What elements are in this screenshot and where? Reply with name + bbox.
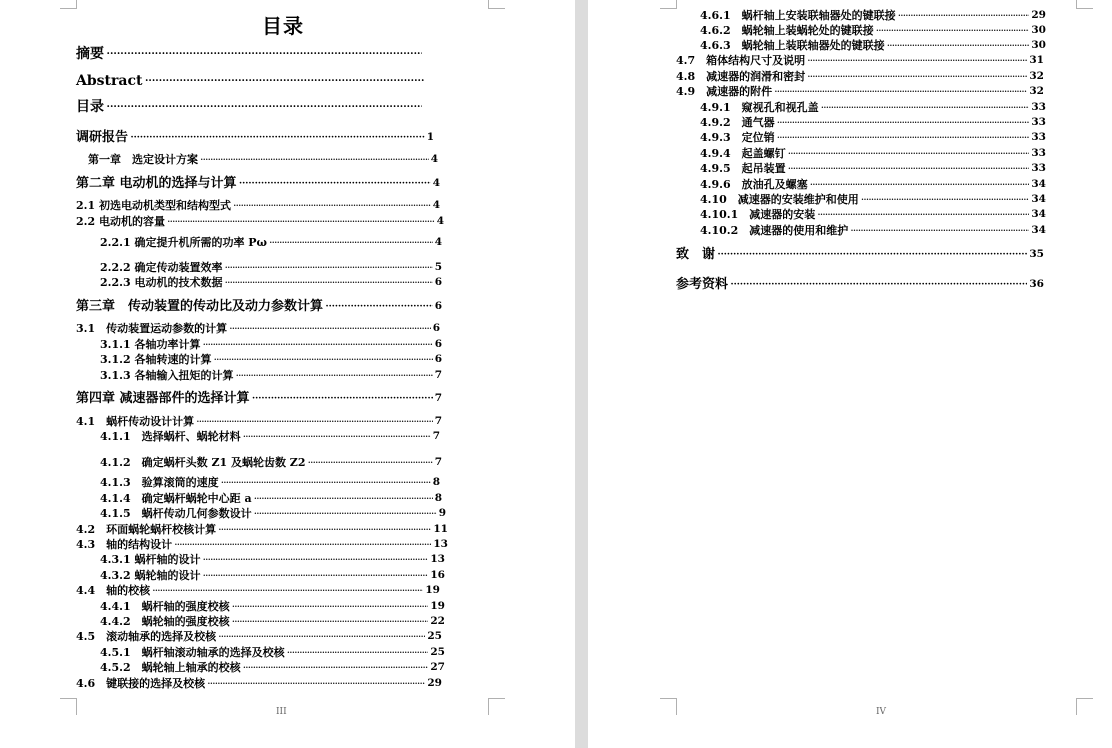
toc-entry-title: 4.9 减速器的附件 bbox=[676, 85, 773, 98]
toc-dot-leader bbox=[202, 569, 428, 582]
toc-dot-leader bbox=[817, 208, 1029, 221]
toc-entry-title: 4.9.6 放油孔及螺塞 bbox=[700, 178, 808, 191]
toc-entry[interactable] bbox=[88, 153, 438, 166]
toc-dot-leader bbox=[898, 9, 1030, 22]
page-gutter bbox=[575, 0, 588, 748]
toc-dot-leader bbox=[810, 178, 1030, 191]
toc-entry[interactable] bbox=[700, 147, 1046, 160]
toc-entry-page-number: 13 bbox=[430, 553, 445, 565]
toc-dot-leader bbox=[269, 236, 433, 249]
toc-dot-leader bbox=[254, 507, 437, 520]
toc-entry[interactable] bbox=[676, 277, 1044, 292]
toc-dot-leader bbox=[325, 299, 433, 314]
toc-entry-title: 目录 bbox=[76, 99, 104, 115]
crop-mark bbox=[1076, 698, 1093, 715]
toc-entry[interactable] bbox=[700, 178, 1046, 191]
toc-entry[interactable] bbox=[76, 630, 442, 643]
toc-entry-title: 第二章 电动机的选择与计算 bbox=[76, 176, 237, 191]
toc-entry[interactable] bbox=[100, 369, 442, 382]
toc-entry[interactable] bbox=[76, 584, 440, 597]
toc-entry[interactable] bbox=[76, 215, 444, 228]
toc-dot-leader bbox=[152, 584, 423, 597]
toc-dot-leader bbox=[106, 46, 422, 62]
toc-entry-page-number: 36 bbox=[1029, 278, 1044, 290]
toc-dot-leader bbox=[243, 661, 429, 674]
toc-entry-page-number: 4 bbox=[430, 153, 438, 165]
toc-entry-page-number: 11 bbox=[433, 523, 448, 535]
toc-entry-title: 4.5 滚动轴承的选择及校核 bbox=[76, 630, 217, 643]
toc-entry-page-number: 4 bbox=[432, 177, 440, 189]
toc-entry-title: 4.4.2 蜗轮轴的强度校核 bbox=[100, 615, 230, 628]
toc-entry[interactable] bbox=[100, 600, 445, 613]
toc-entry-page-number: 29 bbox=[1031, 9, 1046, 21]
toc-entry-page-number: 33 bbox=[1031, 101, 1046, 113]
toc-entry-page-number: 6 bbox=[434, 300, 442, 312]
toc-dot-leader bbox=[235, 369, 432, 382]
toc-entry-title: 4.10.2 减速器的使用和维护 bbox=[700, 224, 849, 237]
toc-entry[interactable] bbox=[676, 247, 1044, 262]
toc-entry-page-number: 8 bbox=[432, 476, 440, 488]
toc-dot-leader bbox=[224, 276, 432, 289]
toc-entry[interactable] bbox=[100, 456, 442, 469]
toc-entry-page-number: 34 bbox=[1031, 208, 1046, 220]
toc-dot-leader bbox=[821, 101, 1030, 114]
toc-entry-page-number: 6 bbox=[434, 276, 442, 288]
toc-entry-page-number: 33 bbox=[1031, 147, 1046, 159]
toc-entry-title: 4.5.1 蜗杆轴滚动轴承的选择及校核 bbox=[100, 646, 285, 659]
toc-dot-leader bbox=[777, 131, 1030, 144]
toc-entry-title: 4.5.2 蜗轮轴上轴承的校核 bbox=[100, 661, 241, 674]
toc-dot-leader bbox=[233, 199, 431, 212]
toc-entry-page-number: 8 bbox=[434, 492, 442, 504]
toc-entry[interactable] bbox=[100, 276, 442, 289]
toc-entry[interactable] bbox=[76, 391, 442, 406]
toc-entry-page-number: 29 bbox=[427, 677, 442, 689]
crop-mark bbox=[60, 0, 77, 9]
toc-entry-title: 4.3 轴的结构设计 bbox=[76, 538, 173, 551]
toc-entry-page-number: 25 bbox=[427, 630, 442, 642]
toc-entry-title: 致 谢 bbox=[676, 247, 716, 262]
toc-dot-leader bbox=[850, 224, 1029, 237]
toc-entry[interactable] bbox=[76, 46, 424, 62]
toc-entry-title: 2.1 初选电动机类型和结构型式 bbox=[76, 199, 231, 212]
toc-entry-title: 3.1.1 各轴功率计算 bbox=[100, 338, 201, 351]
toc-entry[interactable] bbox=[100, 236, 442, 249]
toc-entry[interactable] bbox=[100, 553, 445, 566]
toc-dot-leader bbox=[229, 322, 431, 335]
toc-entry[interactable] bbox=[700, 24, 1046, 37]
toc-entry[interactable] bbox=[100, 430, 440, 443]
toc-entry-page-number: 6 bbox=[434, 338, 442, 350]
toc-entry-page-number: 34 bbox=[1031, 224, 1046, 236]
toc-entry-title: 第一章 选定设计方案 bbox=[88, 153, 198, 166]
document-page-right bbox=[588, 0, 1112, 748]
toc-dot-leader bbox=[252, 391, 433, 406]
toc-entry[interactable] bbox=[100, 492, 442, 505]
toc-entry-page-number: 7 bbox=[434, 456, 442, 468]
toc-entry-page-number: 30 bbox=[1031, 39, 1046, 51]
toc-entry[interactable] bbox=[700, 9, 1046, 22]
toc-dot-leader bbox=[202, 553, 428, 566]
toc-entry-title: 4.1.2 确定蜗杆头数 Z1 及蜗轮齿数 Z2 bbox=[100, 456, 306, 469]
toc-entry-page-number: 34 bbox=[1031, 193, 1046, 205]
toc-entry[interactable] bbox=[700, 193, 1046, 206]
toc-entry-page-number: 13 bbox=[433, 538, 448, 550]
toc-entry-title: 摘要 bbox=[76, 46, 104, 62]
toc-entry[interactable] bbox=[700, 116, 1046, 129]
toc-entry[interactable] bbox=[100, 353, 442, 366]
toc-entry[interactable] bbox=[100, 661, 445, 674]
toc-entry-title: 第四章 减速器部件的选择计算 bbox=[76, 391, 250, 406]
toc-entry-title: 4.8 减速器的润滑和密封 bbox=[676, 70, 806, 83]
toc-dot-leader bbox=[307, 456, 432, 469]
toc-entry-page-number: 7 bbox=[434, 369, 442, 381]
toc-entry[interactable] bbox=[700, 162, 1046, 175]
toc-dot-leader bbox=[861, 193, 1030, 206]
toc-entry[interactable] bbox=[700, 101, 1046, 114]
toc-entry[interactable] bbox=[76, 73, 426, 89]
toc-entry[interactable] bbox=[76, 677, 442, 690]
toc-entry-title: 3.1.3 各轴输入扭矩的计算 bbox=[100, 369, 234, 382]
toc-entry-title: 2.2.2 确定传动装置效率 bbox=[100, 261, 223, 274]
toc-entry-page-number: 22 bbox=[430, 615, 445, 627]
toc-dot-leader bbox=[232, 600, 429, 613]
toc-entry-page-number: 33 bbox=[1031, 162, 1046, 174]
toc-entry[interactable] bbox=[76, 523, 448, 536]
toc-dot-leader bbox=[224, 261, 432, 274]
toc-entry[interactable] bbox=[100, 646, 445, 659]
toc-entry-page-number: 1 bbox=[426, 131, 434, 143]
toc-entry[interactable] bbox=[100, 615, 445, 628]
toc-entry-page-number: 19 bbox=[430, 600, 445, 612]
toc-dot-leader bbox=[221, 476, 431, 489]
toc-entry[interactable] bbox=[100, 507, 446, 520]
toc-entry-title: 4.4 轴的校核 bbox=[76, 584, 151, 597]
toc-entry-title: 4.6.3 蜗轮轴上装联轴器处的键联接 bbox=[700, 39, 885, 52]
toc-entry-title: 4.3.2 蜗轮轴的设计 bbox=[100, 569, 201, 582]
toc-entry-title: 4.10.1 减速器的安装 bbox=[700, 208, 816, 221]
toc-entry-page-number: 16 bbox=[430, 569, 445, 581]
toc-entry[interactable] bbox=[76, 130, 434, 145]
toc-dot-leader bbox=[788, 162, 1030, 175]
toc-entry-title: 第三章 传动装置的传动比及动力参数计算 bbox=[76, 299, 324, 314]
toc-entry-title: 4.3.1 蜗杆轴的设计 bbox=[100, 553, 201, 566]
toc-entry-page-number: 34 bbox=[1031, 178, 1046, 190]
toc-dot-leader bbox=[807, 54, 1027, 67]
toc-dot-leader bbox=[130, 130, 425, 145]
toc-entry[interactable] bbox=[76, 322, 440, 335]
toc-entry[interactable] bbox=[700, 208, 1046, 221]
toc-entry-title: 3.1.2 各轴转速的计算 bbox=[100, 353, 212, 366]
toc-entry-title: 4.6 键联接的选择及校核 bbox=[76, 677, 206, 690]
toc-entry-title: 3.1 传动装置运动参数的计算 bbox=[76, 322, 228, 335]
toc-entry-title: 参考资料 bbox=[676, 277, 729, 292]
toc-entry-page-number: 7 bbox=[432, 430, 440, 442]
crop-mark bbox=[488, 698, 505, 715]
toc-entry-title: 2.2.3 电动机的技术数据 bbox=[100, 276, 223, 289]
toc-entry[interactable] bbox=[76, 299, 442, 314]
toc-entry-page-number: 27 bbox=[430, 661, 445, 673]
toc-entry-title: 4.6.2 蜗轮轴上装蜗轮处的键联接 bbox=[700, 24, 874, 37]
toc-entry[interactable] bbox=[76, 415, 442, 428]
toc-entry[interactable] bbox=[76, 538, 448, 551]
toc-entry[interactable] bbox=[700, 224, 1046, 237]
toc-entry-title: 4.9.3 定位销 bbox=[700, 131, 775, 144]
toc-entry-page-number: 5 bbox=[434, 261, 442, 273]
toc-entry-title: Abstract bbox=[76, 73, 143, 89]
toc-dot-leader bbox=[167, 215, 435, 228]
toc-entry-title: 4.6.1 蜗杆轴上安装联轴器处的键联接 bbox=[700, 9, 896, 22]
toc-dot-leader bbox=[202, 338, 432, 351]
toc-entry-page-number: 9 bbox=[438, 507, 446, 519]
toc-entry-page-number: 32 bbox=[1029, 70, 1044, 82]
toc-entry-title: 4.7 箱体结构尺寸及说明 bbox=[676, 54, 806, 67]
toc-entry[interactable] bbox=[100, 261, 442, 274]
toc-entry-title: 4.1.4 确定蜗杆蜗轮中心距 a bbox=[100, 492, 252, 505]
toc-dot-leader bbox=[807, 70, 1027, 83]
toc-entry-title: 2.2 电动机的容量 bbox=[76, 215, 165, 228]
toc-entry-title: 4.4.1 蜗杆轴的强度校核 bbox=[100, 600, 230, 613]
toc-entry-title: 4.1.1 选择蜗杆、蜗轮材料 bbox=[100, 430, 241, 443]
toc-entry-page-number: 6 bbox=[434, 353, 442, 365]
toc-entry[interactable] bbox=[76, 199, 440, 212]
toc-dot-leader bbox=[876, 24, 1030, 37]
toc-entry-title: 4.1 蜗杆传动设计计算 bbox=[76, 415, 195, 428]
toc-entry[interactable] bbox=[100, 569, 445, 582]
toc-dot-leader bbox=[777, 116, 1030, 129]
toc-dot-leader bbox=[174, 538, 431, 551]
toc-entry-page-number: 7 bbox=[434, 392, 442, 404]
toc-dot-leader bbox=[254, 492, 433, 505]
toc-entry-page-number: 4 bbox=[436, 215, 444, 227]
toc-entry[interactable] bbox=[100, 338, 442, 351]
toc-entry-title: 4.2 环面蜗轮蜗杆校核计算 bbox=[76, 523, 217, 536]
toc-dot-leader bbox=[200, 153, 429, 166]
crop-mark bbox=[1076, 0, 1093, 9]
toc-entry-title: 调研报告 bbox=[76, 130, 129, 145]
toc-entry[interactable] bbox=[100, 476, 440, 489]
toc-entry-page-number: 32 bbox=[1029, 85, 1044, 97]
toc-entry-page-number: 33 bbox=[1031, 131, 1046, 143]
toc-entry[interactable] bbox=[700, 131, 1046, 144]
page-number-footer: III bbox=[276, 707, 287, 717]
toc-dot-leader bbox=[887, 39, 1030, 52]
toc-dot-leader bbox=[239, 176, 431, 191]
toc-dot-leader bbox=[196, 415, 433, 428]
toc-entry-page-number: 31 bbox=[1029, 54, 1044, 66]
toc-entry-title: 4.9.4 起盖螺钉 bbox=[700, 147, 786, 160]
page-number-footer: IV bbox=[876, 707, 887, 717]
toc-entry-page-number: 4 bbox=[432, 199, 440, 211]
toc-dot-leader bbox=[213, 353, 432, 366]
toc-entry-page-number: 30 bbox=[1031, 24, 1046, 36]
toc-entry-page-number: 19 bbox=[425, 584, 440, 596]
toc-dot-leader bbox=[243, 430, 431, 443]
toc-entry[interactable] bbox=[676, 85, 1044, 98]
toc-entry-title: 4.1.3 验算滚筒的速度 bbox=[100, 476, 219, 489]
toc-entry-page-number: 33 bbox=[1031, 116, 1046, 128]
toc-entry-page-number: 6 bbox=[432, 322, 440, 334]
toc-dot-leader bbox=[788, 147, 1030, 160]
toc-entry[interactable] bbox=[700, 39, 1046, 52]
toc-entry[interactable] bbox=[76, 176, 440, 191]
toc-dot-leader bbox=[144, 73, 424, 89]
toc-dot-leader bbox=[218, 523, 431, 536]
toc-dot-leader bbox=[717, 247, 1027, 262]
toc-entry-page-number: 4 bbox=[434, 236, 442, 248]
toc-entry-page-number: 25 bbox=[430, 646, 445, 658]
toc-entry-title: 4.9.2 通气器 bbox=[700, 116, 775, 129]
toc-dot-leader bbox=[218, 630, 425, 643]
toc-entry-title: 2.2.1 确定提升机所需的功率 Pω bbox=[100, 236, 268, 249]
toc-dot-leader bbox=[207, 677, 425, 690]
toc-entry[interactable] bbox=[676, 70, 1044, 83]
toc-entry-page-number: 7 bbox=[434, 415, 442, 427]
toc-dot-leader bbox=[232, 615, 429, 628]
toc-entry-title: 4.10 减速器的安装维护和使用 bbox=[700, 193, 859, 206]
toc-title: 目录 bbox=[262, 14, 304, 38]
crop-mark bbox=[60, 698, 77, 715]
toc-entry[interactable] bbox=[76, 99, 424, 115]
crop-mark bbox=[488, 0, 505, 9]
toc-dot-leader bbox=[730, 277, 1027, 292]
toc-dot-leader bbox=[774, 85, 1027, 98]
crop-mark bbox=[660, 0, 677, 9]
toc-entry[interactable] bbox=[676, 54, 1044, 67]
toc-entry-title: 4.9.5 起吊装置 bbox=[700, 162, 786, 175]
crop-mark bbox=[660, 698, 677, 715]
toc-entry-title: 4.9.1 窥视孔和视孔盖 bbox=[700, 101, 819, 114]
toc-dot-leader bbox=[287, 646, 429, 659]
toc-entry-page-number: 35 bbox=[1029, 248, 1044, 260]
toc-entry-title: 4.1.5 蜗杆传动几何参数设计 bbox=[100, 507, 252, 520]
toc-dot-leader bbox=[106, 99, 422, 115]
